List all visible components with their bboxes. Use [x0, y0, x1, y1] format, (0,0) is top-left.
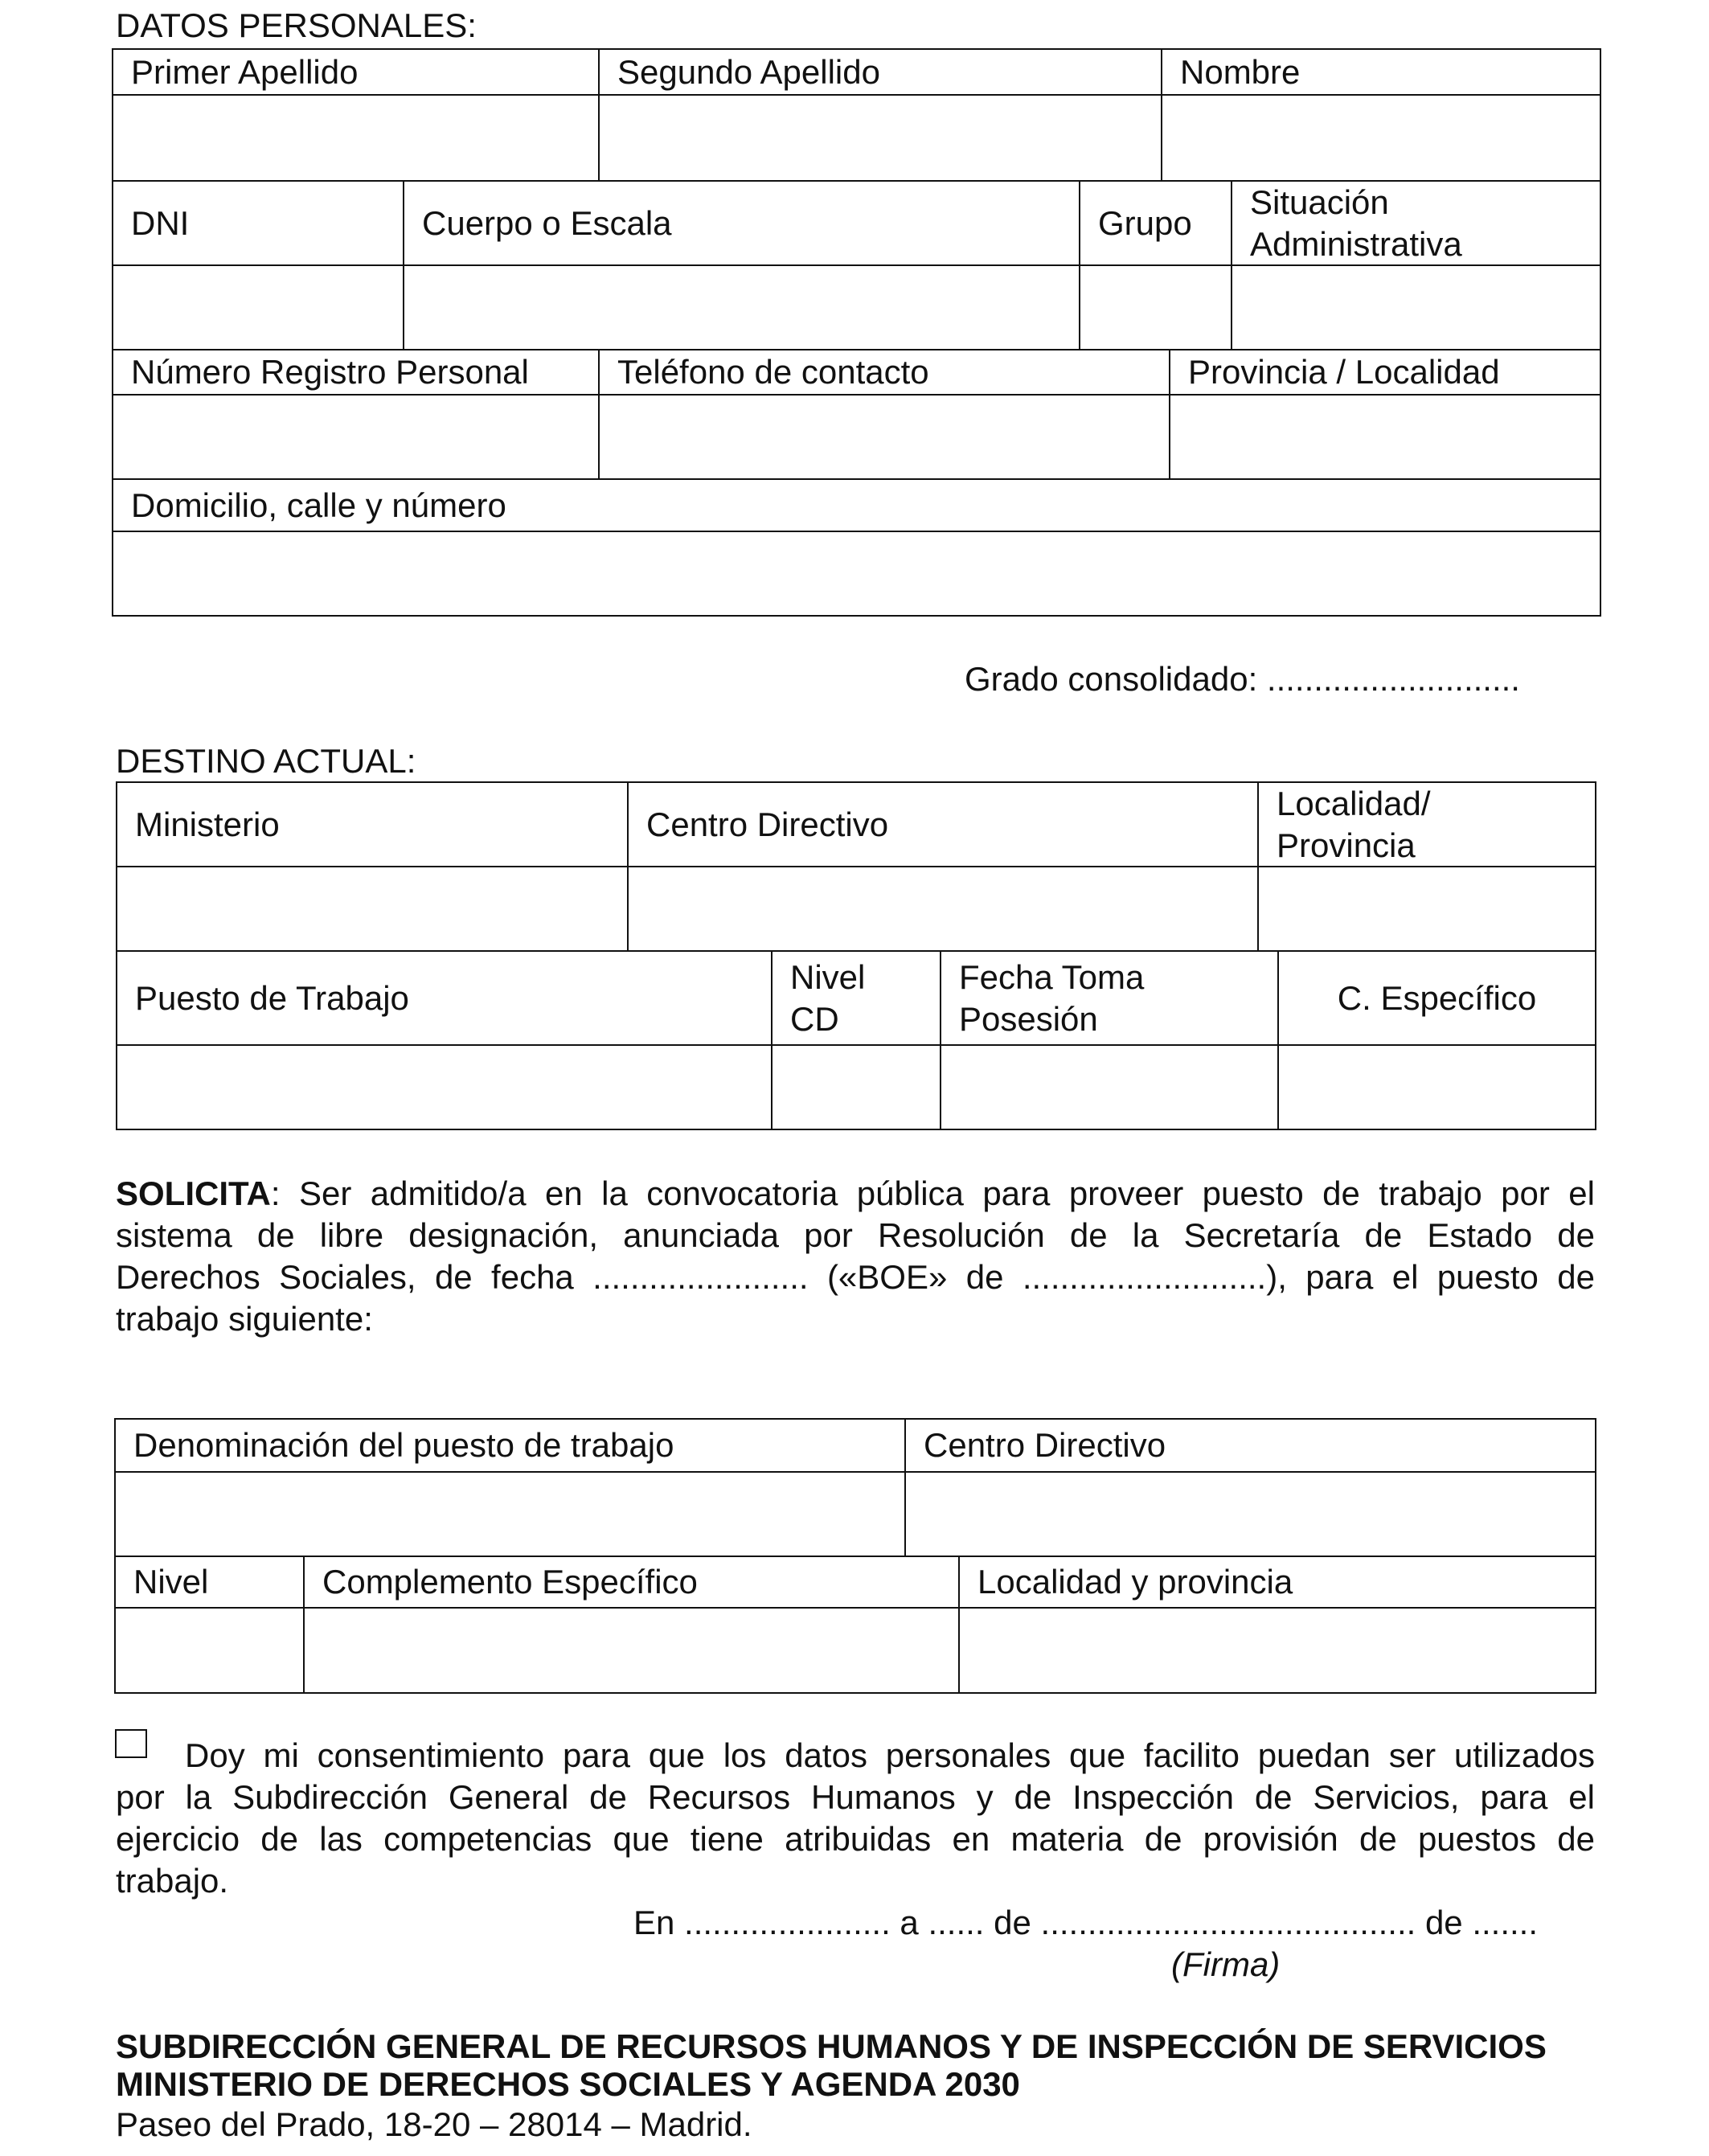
cell-complemento-especifico: [304, 1608, 959, 1693]
label-provincia-localidad: Provincia / Localidad: [1170, 350, 1600, 395]
cell-grupo: [1080, 265, 1232, 350]
cell-cuerpo-escala: [404, 265, 1080, 350]
label-localidad-provincia-solicitado: Localidad y provincia: [959, 1556, 1596, 1608]
label-grupo: Grupo: [1080, 181, 1232, 265]
cell-centro-directivo-solicitado: [905, 1472, 1596, 1556]
label-nombre: Nombre: [1162, 49, 1600, 95]
label-c-especifico: C. Específico: [1278, 951, 1596, 1045]
cell-fecha-toma-posesion: [941, 1045, 1278, 1129]
label-localidad-provincia-actual: Localidad/ Provincia: [1258, 782, 1596, 867]
section-heading-destino-actual: DESTINO ACTUAL:: [116, 742, 416, 780]
label-nivel-solicitado: Nivel: [115, 1556, 304, 1608]
label-dni: DNI: [113, 181, 404, 265]
label-centro-directivo-actual: Centro Directivo: [628, 782, 1258, 867]
datos-personales-table-1: [112, 48, 1601, 182]
localidad-provincia-actual-field[interactable]: [1259, 892, 1595, 928]
fecha-lugar-line: En ...................... a ...... de ........................................ de .......: [633, 1904, 1539, 1941]
datos-personales-table-2: [112, 180, 1601, 350]
cell-segundo-apellido: [599, 95, 1162, 181]
solicita-line-4: trabajo siguiente:: [116, 1300, 373, 1338]
cell-primer-apellido: [113, 95, 599, 181]
puesto-solicitado-table-1: [114, 1418, 1596, 1557]
puesto-solicitado-table-2: [114, 1556, 1596, 1694]
label-primer-apellido: Primer Apellido: [113, 49, 599, 95]
label-puesto-trabajo: Puesto de Trabajo: [117, 951, 772, 1045]
cell-c-especifico: [1278, 1045, 1596, 1129]
consent-line-2: por la Subdirección General de Recursos Humanos y de Inspección de Servicios, para el: [116, 1778, 1595, 1816]
label-fecha-toma-posesion: Fecha Toma Posesión: [941, 951, 1278, 1045]
cuerpo-escala-field[interactable]: [404, 291, 1079, 327]
centro-directivo-actual-field[interactable]: [629, 892, 1257, 928]
cell-domicilio: [113, 531, 1600, 616]
label-denominacion-puesto: Denominación del puesto de trabajo: [115, 1419, 905, 1472]
cell-telefono-contacto: [599, 395, 1170, 479]
nombre-field[interactable]: [1162, 121, 1600, 158]
label-complemento-especifico: Complemento Específico: [304, 1556, 959, 1608]
label-centro-directivo-solicitado: Centro Directivo: [905, 1419, 1596, 1472]
cell-nombre: [1162, 95, 1600, 181]
label-segundo-apellido: Segundo Apellido: [599, 49, 1162, 95]
situacion-administrativa-field[interactable]: [1232, 291, 1600, 327]
puesto-trabajo-field[interactable]: [117, 1071, 771, 1107]
consent-line-4: trabajo.: [116, 1862, 229, 1900]
dni-field[interactable]: [113, 291, 403, 327]
footer-ministerio: MINISTERIO DE DERECHOS SOCIALES Y AGENDA 2030: [116, 2065, 1020, 2103]
grado-consolidado: Grado consolidado: ...........................: [965, 660, 1520, 698]
cell-nivel-cd: [772, 1045, 941, 1129]
solicita-paragraph: [116, 1173, 1595, 1340]
primer-apellido-field[interactable]: [113, 121, 598, 158]
cell-ministerio: [117, 867, 628, 951]
localidad-provincia-solicitado-field[interactable]: [960, 1633, 1595, 1670]
nivel-solicitado-field[interactable]: [116, 1633, 303, 1670]
label-domicilio: Domicilio, calle y número: [113, 479, 1600, 531]
label-ministerio: Ministerio: [117, 782, 628, 867]
cell-denominacion-puesto: [115, 1472, 905, 1556]
section-heading-datos-personales: DATOS PERSONALES:: [116, 6, 477, 44]
nivel-cd-field[interactable]: [773, 1071, 940, 1107]
cell-localidad-provincia-actual: [1258, 867, 1596, 951]
destino-actual-table-2: [116, 950, 1596, 1130]
cell-dni: [113, 265, 404, 350]
cell-puesto-trabajo: [117, 1045, 772, 1129]
cell-situacion-administrativa: [1232, 265, 1600, 350]
label-cuerpo-escala: Cuerpo o Escala: [404, 181, 1080, 265]
solicita-line-2: sistema de libre designación, anunciada por Resolución de la Secretaría de Estado de: [116, 1216, 1595, 1254]
cell-provincia-localidad: [1170, 395, 1600, 479]
footer-address: Paseo del Prado, 18-20 – 28014 – Madrid.: [116, 2105, 752, 2143]
centro-directivo-solicitado-field[interactable]: [906, 1498, 1595, 1534]
fecha-toma-posesion-field[interactable]: [941, 1071, 1277, 1107]
cell-localidad-provincia-solicitado: [959, 1608, 1596, 1693]
grupo-field[interactable]: [1080, 291, 1231, 327]
solicita-line-1: SOLICITA: Ser admitido/a en la convocatoria pública para proveer puesto de trabajo por el: [116, 1174, 1595, 1212]
c-especifico-field[interactable]: [1279, 1071, 1595, 1107]
provincia-localidad-field[interactable]: [1170, 420, 1600, 457]
domicilio-field[interactable]: [113, 557, 1600, 593]
segundo-apellido-field[interactable]: [600, 121, 1161, 158]
footer-subdireccion: SUBDIRECCIÓN GENERAL DE RECURSOS HUMANOS Y DE INSPECCIÓN DE SERVICIOS: [116, 2027, 1547, 2065]
label-nivel-cd: Nivel CD: [772, 951, 941, 1045]
destino-actual-table-1: [116, 781, 1596, 952]
solicita-line-3: Derechos Sociales, de fecha ....................... («BOE» de ..........................), para el puesto de: [116, 1258, 1595, 1296]
consent-line-1: Doy mi consentimiento para que los datos personales que facilito puedan ser utilizados: [185, 1736, 1595, 1774]
cell-centro-directivo-actual: [628, 867, 1258, 951]
consent-paragraph: [116, 1735, 1595, 1902]
label-telefono-contacto: Teléfono de contacto: [599, 350, 1170, 395]
label-situacion-administrativa: Situación Administrativa: [1232, 181, 1600, 265]
numero-registro-personal-field[interactable]: [113, 420, 598, 457]
denominacion-puesto-field[interactable]: [116, 1498, 904, 1534]
cell-numero-registro-personal: [113, 395, 599, 479]
datos-personales-table-4: [112, 478, 1601, 617]
cell-nivel-solicitado: [115, 1608, 304, 1693]
telefono-contacto-field[interactable]: [600, 420, 1169, 457]
complemento-especifico-field[interactable]: [305, 1633, 958, 1670]
consent-line-3: ejercicio de las competencias que tiene atribuidas en materia de provisión de puestos de: [116, 1820, 1595, 1858]
ministerio-field[interactable]: [117, 892, 627, 928]
label-numero-registro-personal: Número Registro Personal: [113, 350, 599, 395]
firma-label: (Firma): [1171, 1945, 1281, 1983]
datos-personales-table-3: [112, 349, 1601, 480]
